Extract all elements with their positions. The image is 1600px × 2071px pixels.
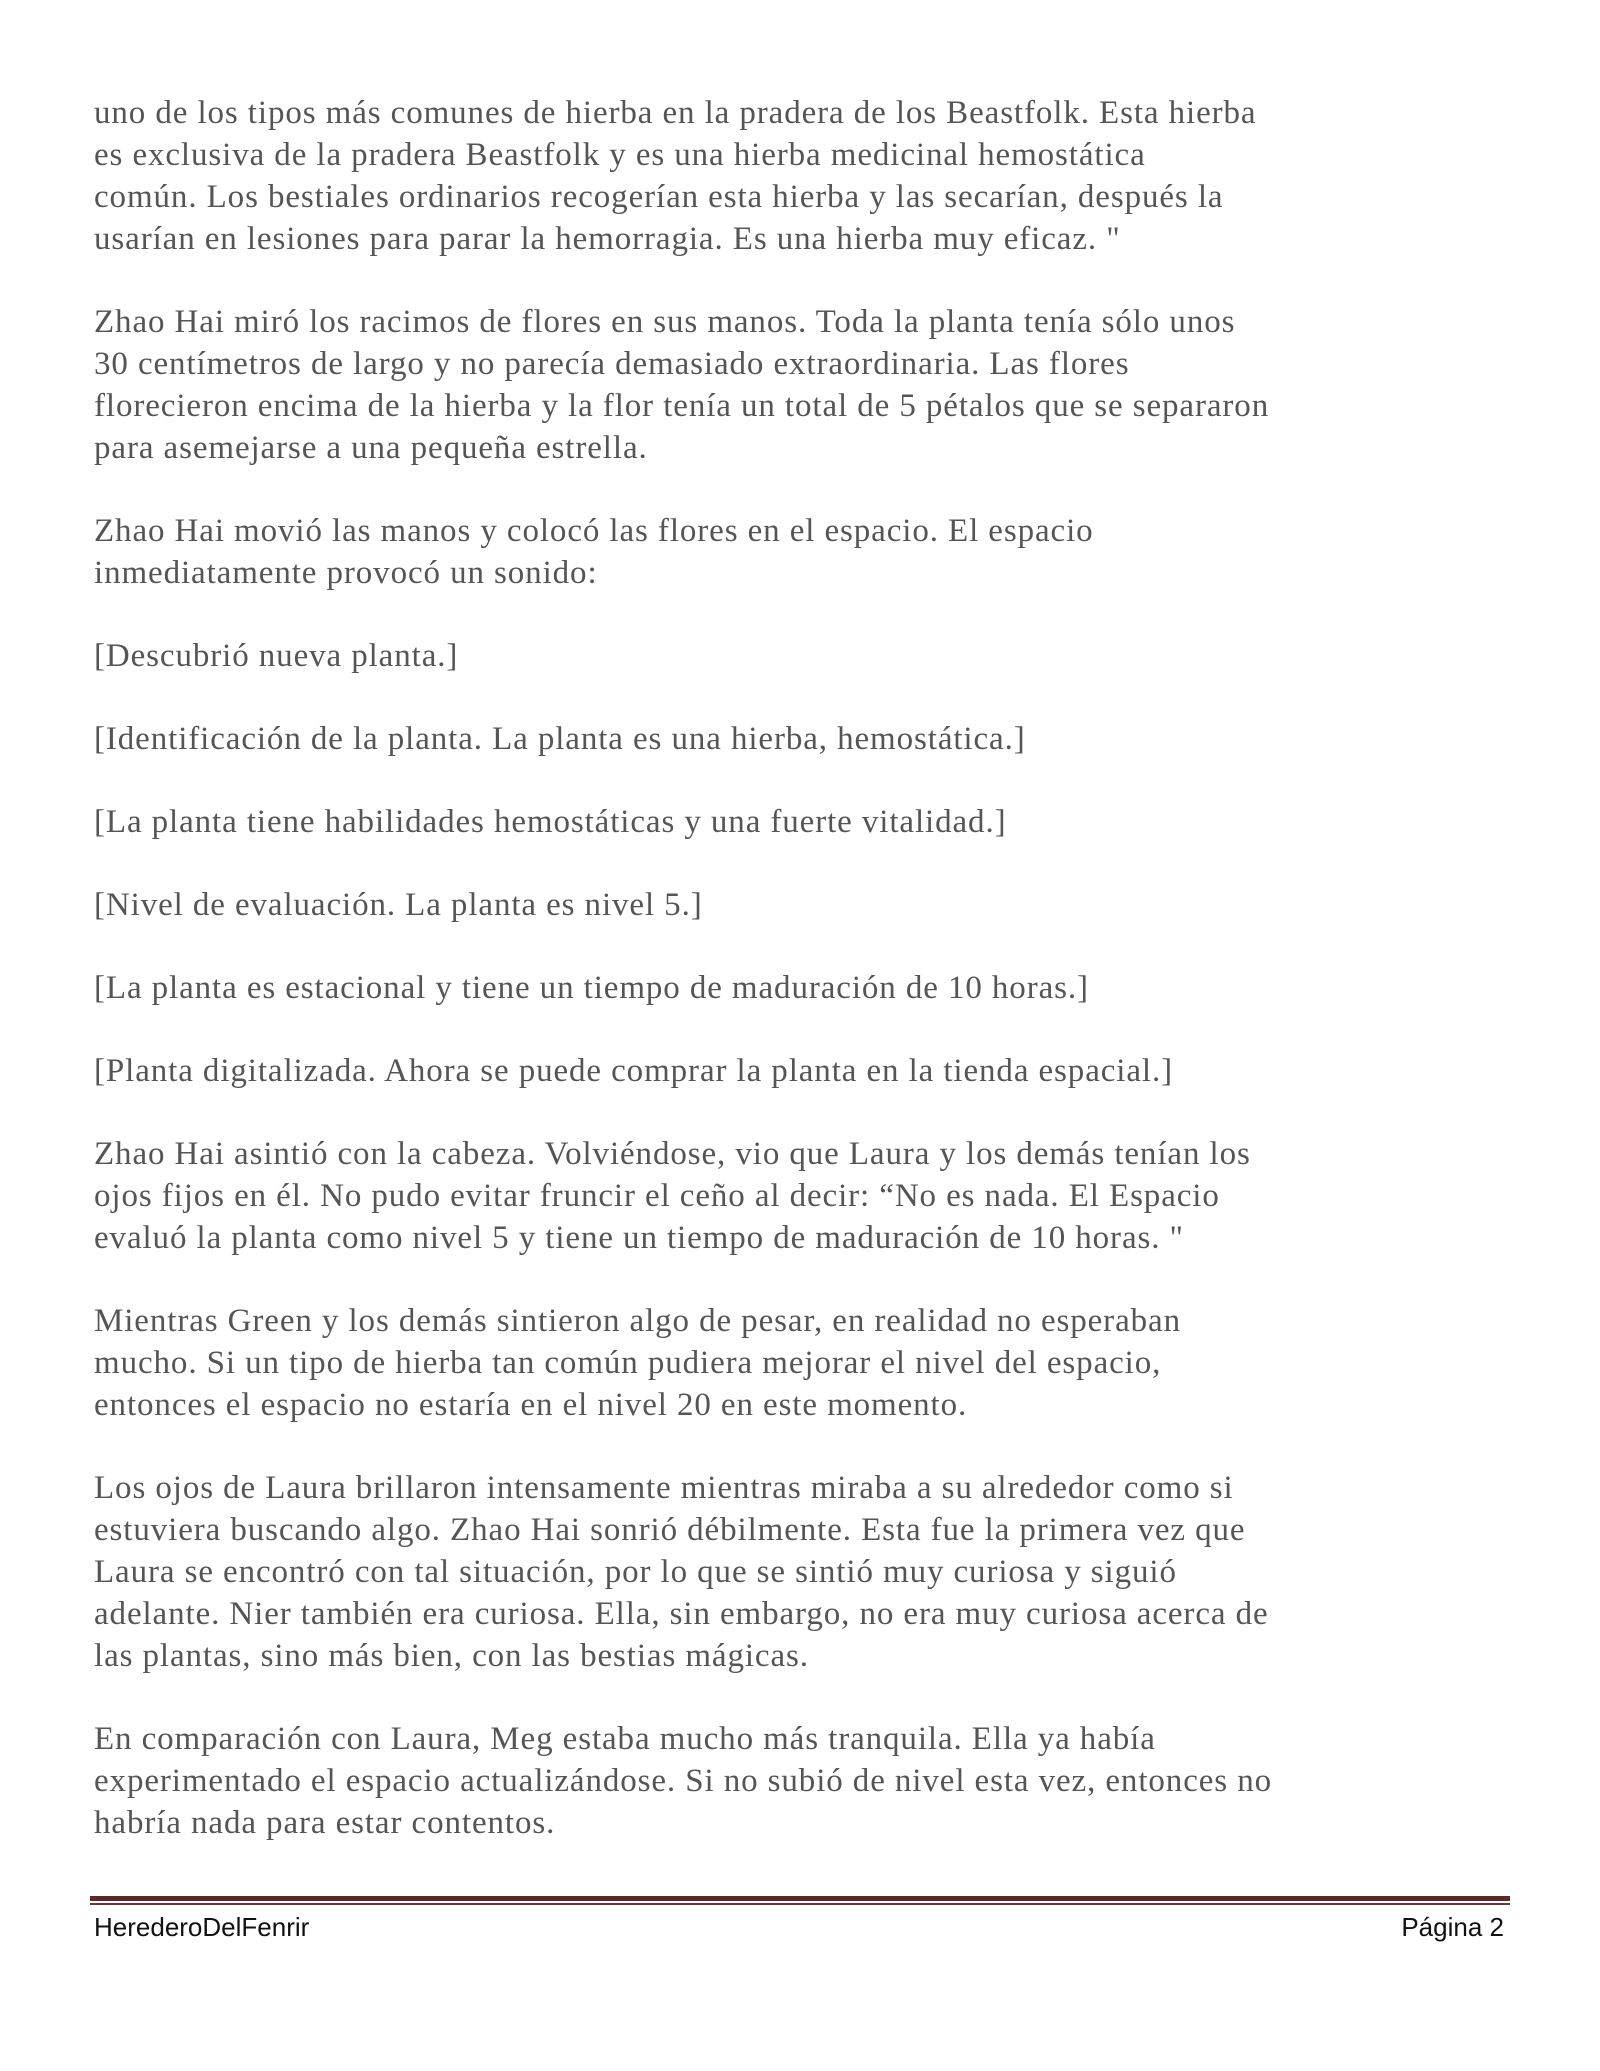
paragraph [94, 510, 1514, 594]
paragraph [94, 1133, 1514, 1259]
text-line: [Descubrió nueva planta.] [94, 638, 459, 674]
text-line: común. Los bestiales ordinarios recogerían esta hierba y las secarían, después la [94, 179, 1224, 215]
text-line: Zhao Hai miró los racimos de flores en sus manos. Toda la planta tenía sólo unos [94, 304, 1236, 340]
text-line: [Planta digitalizada. Ahora se puede comprar la planta en la tienda espacial.] [94, 1053, 1174, 1089]
text-line: Laura se encontró con tal situación, por lo que se sintió muy curiosa y siguió [94, 1554, 1177, 1590]
text-line: Zhao Hai movió las manos y colocó las flores en el espacio. El espacio [94, 513, 1094, 549]
paragraph [94, 1467, 1514, 1677]
paragraph [94, 1718, 1514, 1844]
paragraph [94, 92, 1514, 260]
text-line: [La planta es estacional y tiene un tiempo de maduración de 10 horas.] [94, 970, 1089, 1006]
text-line: inmediatamente provocó un sonido: [94, 555, 598, 591]
footer-divider [90, 1896, 1510, 1906]
footer-divider-thin [90, 1903, 1510, 1905]
text-line: En comparación con Laura, Meg estaba mucho más tranquila. Ella ya había [94, 1721, 1156, 1757]
text-line: Zhao Hai asintió con la cabeza. Volviéndose, vio que Laura y los demás tenían los [94, 1136, 1251, 1172]
paragraph [94, 1300, 1514, 1426]
text-line: es exclusiva de la pradera Beastfolk y es una hierba medicinal hemostática [94, 137, 1146, 173]
text-line: usarían en lesiones para parar la hemorragia. Es una hierba muy eficaz. " [94, 221, 1121, 257]
text-line: estuviera buscando algo. Zhao Hai sonrió débilmente. Esta fue la primera vez que [94, 1512, 1246, 1548]
paragraph [94, 635, 1514, 677]
text-line: evaluó la planta como nivel 5 y tiene un tiempo de maduración de 10 horas. " [94, 1220, 1184, 1256]
text-line: las plantas, sino más bien, con las bestias mágicas. [94, 1638, 809, 1674]
text-line: [La planta tiene habilidades hemostáticas y una fuerte vitalidad.] [94, 804, 1007, 840]
text-line: habría nada para estar contentos. [94, 1805, 556, 1841]
text-line: Los ojos de Laura brillaron intensamente mientras miraba a su alrededor como si [94, 1470, 1234, 1506]
footer-page-number: Página 2 [1401, 1912, 1504, 1942]
text-line: [Identificación de la planta. La planta es una hierba, hemostática.] [94, 721, 1026, 757]
document-body [94, 92, 1514, 1885]
text-line: Mientras Green y los demás sintieron algo de pesar, en realidad no esperaban [94, 1303, 1181, 1339]
paragraph [94, 967, 1514, 1009]
paragraph [94, 718, 1514, 760]
text-line: uno de los tipos más comunes de hierba en la pradera de los Beastfolk. Esta hierba [94, 95, 1257, 131]
footer-divider-thick [90, 1896, 1510, 1901]
text-line: adelante. Nier también era curiosa. Ella, sin embargo, no era muy curiosa acerca de [94, 1596, 1269, 1632]
text-line: ojos fijos en él. No pudo evitar fruncir el ceño al decir: “No es nada. El Espacio [94, 1178, 1220, 1214]
text-line: [Nivel de evaluación. La planta es nivel 5.] [94, 887, 703, 923]
text-line: florecieron encima de la hierba y la flor tenía un total de 5 pétalos que se separaron [94, 388, 1270, 424]
paragraph [94, 801, 1514, 843]
footer-author: HerederoDelFenrir [94, 1912, 310, 1942]
paragraph [94, 884, 1514, 926]
paragraph [94, 1050, 1514, 1092]
text-line: entonces el espacio no estaría en el nivel 20 en este momento. [94, 1387, 968, 1423]
text-line: mucho. Si un tipo de hierba tan común pudiera mejorar el nivel del espacio, [94, 1345, 1162, 1381]
text-line: para asemejarse a una pequeña estrella. [94, 430, 648, 466]
text-line: 30 centímetros de largo y no parecía demasiado extraordinaria. Las flores [94, 346, 1130, 382]
paragraph [94, 301, 1514, 469]
text-line: experimentado el espacio actualizándose. Si no subió de nivel esta vez, entonces no [94, 1763, 1272, 1799]
